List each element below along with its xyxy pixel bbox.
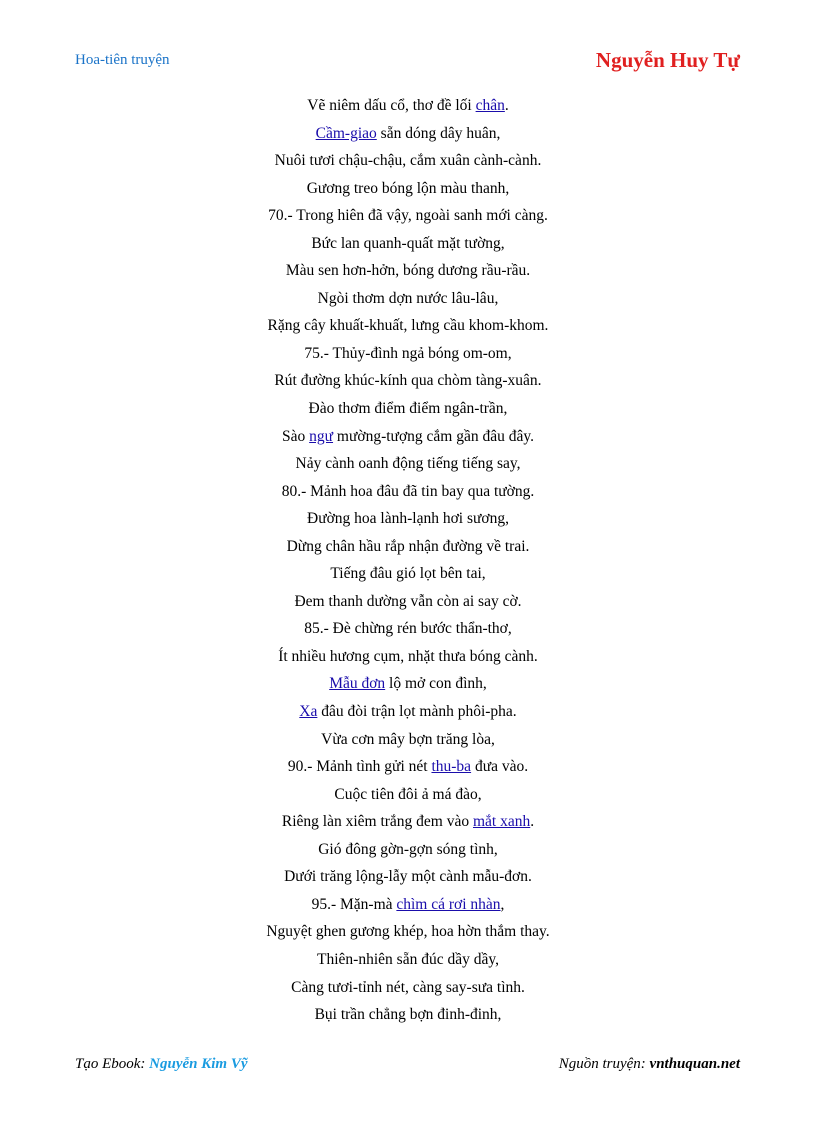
poem-text: .: [504, 97, 509, 114]
poem-text: Rút đường khúc-kính qua chòm tàng-xuân.: [274, 372, 542, 390]
poem-text: sẵn dóng dây huân,: [376, 124, 501, 142]
poem-text: 75.- Thủy-đình ngả bóng om-om,: [304, 344, 512, 362]
source-credit: [559, 1056, 740, 1073]
poem-text: 80.- Mảnh hoa đâu đã tin bay qua tường.: [281, 482, 535, 500]
poem-line: [0, 202, 816, 230]
poem-text: Bức lan quanh-quất mặt tường,: [311, 234, 505, 252]
annotation-link[interactable]: thu-ba: [431, 758, 472, 776]
poem-text: Ít nhiều hương cụm, nhặt thưa bóng cành.: [278, 647, 538, 665]
annotation-link[interactable]: Cầm-giao: [315, 124, 377, 142]
poem-line: [0, 670, 816, 698]
poem-text: Nguyệt ghen gương khép, hoa hờn thắm thay.: [266, 923, 550, 941]
poem-text: Ngòi thơm dợn nước lâu-lâu,: [317, 289, 499, 307]
poem-text: Nảy cành oanh động tiếng tiếng say,: [295, 455, 521, 473]
poem-text: Gương treo bóng lộn màu thanh,: [306, 179, 510, 197]
ebook-credit-separator: :: [140, 1056, 150, 1072]
poem-text: đưa vào.: [471, 758, 529, 776]
poem-text: Gió đông gờn-gợn sóng tình,: [318, 840, 498, 858]
poem-text: .: [530, 813, 535, 831]
poem-text: Dừng chân hầu rắp nhận đường về trai.: [286, 537, 530, 555]
poem-text: Dưới trăng lộng-lẫy một cành mẫu-đơn.: [284, 868, 532, 886]
poem-line: [0, 367, 816, 395]
poem-text: Đào thơm điểm điểm ngân-trần,: [308, 400, 508, 418]
poem-line: [0, 726, 816, 754]
poem-text: Bụi trần chẳng bợn đinh-đinh,: [314, 1006, 502, 1024]
poem-line: [0, 863, 816, 891]
poem-text: Rặng cây khuất-khuất, lưng cầu khom-khom.: [267, 317, 549, 335]
poem-text: 85.- Đè chừng rén bước thẩn-thơ,: [304, 620, 512, 638]
annotation-link[interactable]: ngư: [309, 427, 334, 445]
annotation-link[interactable]: Xa: [299, 703, 318, 721]
poem-line: [0, 918, 816, 946]
poem-line: [0, 120, 816, 148]
poem-text: Đường hoa lành-lạnh hơi sương,: [307, 510, 509, 528]
poem-line: [0, 285, 816, 313]
poem-text: Vẽ niêm dấu cổ, thơ đề lối: [307, 97, 476, 114]
poem-text: lộ mở con đình,: [385, 675, 487, 693]
poem-line: [0, 312, 816, 340]
annotation-link[interactable]: mắt xanh: [473, 813, 531, 831]
poem-text: đâu đòi trận lọt mành phôi-pha.: [317, 703, 517, 721]
poem-line: [0, 698, 816, 726]
poem-text: 70.- Trong hiên đã vậy, ngoài sanh mới càng.: [268, 207, 548, 225]
annotation-link[interactable]: chìm cá rơi nhàn: [396, 895, 501, 913]
poem-line: [0, 450, 816, 478]
book-title: Hoa-tiên truyện: [75, 52, 170, 68]
poem-text: ,: [500, 895, 505, 913]
source-credit-separator: :: [640, 1056, 650, 1072]
poem-text: Nuôi tươi chậu-chậu, cắm xuân cành-cành.: [274, 152, 542, 170]
poem-text: Tiếng đâu gió lọt bên tai,: [330, 565, 486, 583]
poem-text: Sào: [282, 427, 310, 445]
poem-line: [0, 781, 816, 809]
poem-text: Vừa cơn mây bợn trăng lòa,: [321, 730, 495, 748]
poem-text: Riêng làn xiêm trắng đem vào: [281, 813, 473, 831]
poem-line: [0, 478, 816, 506]
poem-text: Đem thanh dường vẫn còn ai say cờ.: [294, 592, 522, 610]
poem-line: [0, 505, 816, 533]
poem-line: [0, 560, 816, 588]
poem-line: [0, 533, 816, 561]
poem-line: [0, 230, 816, 258]
poem-text: 90.- Mảnh tình gửi nét: [287, 758, 432, 776]
poem-line: [0, 395, 816, 423]
ebook-credit: [75, 1056, 248, 1073]
poem-text: Thiên-nhiên sẵn đúc dầy dầy,: [317, 950, 499, 968]
ebook-credit-label: Tạo Ebook: [75, 1056, 141, 1072]
poem-line: [0, 615, 816, 643]
poem-line: [0, 946, 816, 974]
poem-line: [0, 340, 816, 368]
poem-line: [0, 836, 816, 864]
source-credit-label: Nguồn truyện: [558, 1056, 641, 1072]
poem-line: [0, 588, 816, 616]
poem-body: [0, 92, 816, 1029]
poem-line: [0, 643, 816, 671]
poem-text: Càng tươi-tỉnh nét, càng say-sưa tình.: [291, 978, 525, 996]
source-site: vnthuquan.net: [649, 1056, 740, 1072]
poem-text: Màu sen hơn-hởn, bóng dương rầu-rầu.: [285, 262, 531, 280]
poem-text: Cuộc tiên đôi ả má đào,: [334, 785, 482, 803]
author-name: Nguyễn Huy Tự: [595, 48, 740, 72]
poem-line: [0, 1001, 816, 1029]
poem-line: [0, 92, 816, 120]
poem-text: 95.- Mặn-mà: [311, 895, 397, 913]
poem-line: [0, 175, 816, 203]
poem-line: [0, 808, 816, 836]
annotation-link[interactable]: chân: [475, 97, 505, 114]
poem-line: [0, 974, 816, 1002]
poem-line: [0, 147, 816, 175]
poem-line: [0, 891, 816, 919]
poem-line: [0, 423, 816, 451]
ebook-creator-name: Nguyễn Kim Vỹ: [149, 1056, 248, 1072]
poem-text: mường-tượng cắm gần đâu đây.: [333, 427, 534, 445]
annotation-link[interactable]: Mẫu đơn: [329, 675, 386, 693]
poem-line: [0, 753, 816, 781]
poem-line: [0, 257, 816, 285]
